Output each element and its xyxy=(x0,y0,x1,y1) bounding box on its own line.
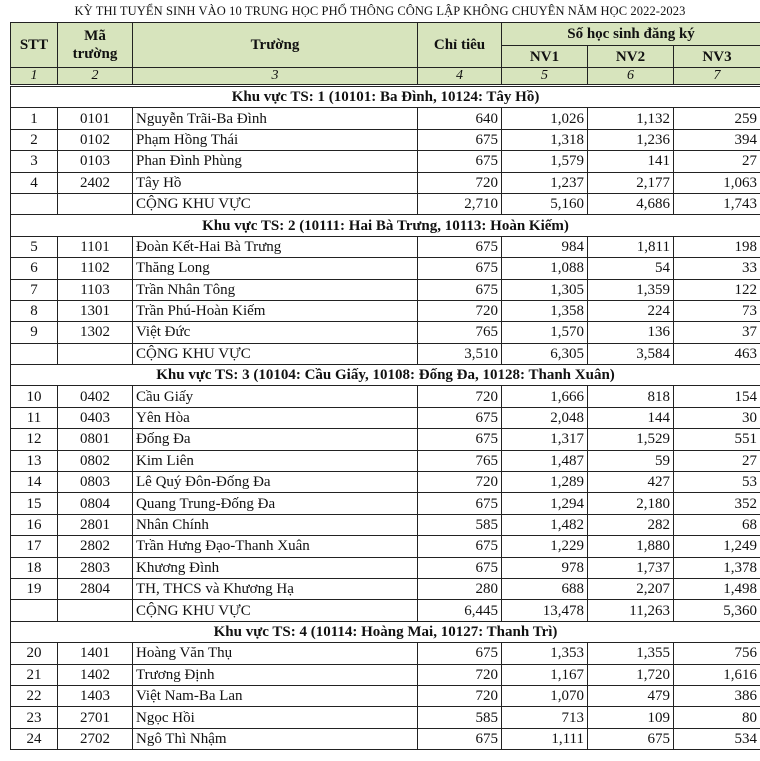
cell-nv3: 80 xyxy=(674,707,760,728)
cell-nv1: 1,237 xyxy=(502,172,588,193)
region-header-row xyxy=(11,86,760,108)
cell-school-name: Thăng Long xyxy=(133,258,418,279)
cell-nv1: 1,111 xyxy=(502,728,588,749)
cell-nv1: 2,048 xyxy=(502,407,588,428)
cell-nv3: 1,498 xyxy=(674,578,760,599)
cell-quota: 720 xyxy=(418,300,502,321)
cell-school-code: 0403 xyxy=(58,407,133,428)
cell-school-code: 0103 xyxy=(58,151,133,172)
cell-quota: 280 xyxy=(418,578,502,599)
cell-stt: 8 xyxy=(11,300,58,321)
cell-quota: 675 xyxy=(418,279,502,300)
cell-school-code: 1103 xyxy=(58,279,133,300)
cell-quota: 720 xyxy=(418,172,502,193)
cell-nv3: 1,616 xyxy=(674,664,760,685)
cell-empty xyxy=(11,193,58,214)
cell-empty xyxy=(11,600,58,621)
cell-stt: 6 xyxy=(11,258,58,279)
cell-nv2: 818 xyxy=(588,386,674,407)
cell-school-code: 1301 xyxy=(58,300,133,321)
cell-nv3: 122 xyxy=(674,279,760,300)
cell-total-nv2: 11,263 xyxy=(588,600,674,621)
cell-nv2: 109 xyxy=(588,707,674,728)
cell-total-chi: 6,445 xyxy=(418,600,502,621)
cell-nv3: 154 xyxy=(674,386,760,407)
table-row xyxy=(11,472,760,493)
cell-school-name: Đoàn Kết-Hai Bà Trưng xyxy=(133,236,418,257)
cell-school-name: Cầu Giấy xyxy=(133,386,418,407)
column-index: 3 xyxy=(133,68,418,86)
cell-school-name: Trần Nhân Tông xyxy=(133,279,418,300)
cell-school-name: Nguyễn Trãi-Ba Đình xyxy=(133,108,418,129)
cell-nv1: 1,070 xyxy=(502,685,588,706)
table-row xyxy=(11,685,760,706)
cell-school-name: Phan Đình Phùng xyxy=(133,151,418,172)
cell-school-name: Ngọc Hồi xyxy=(133,707,418,728)
cell-stt: 22 xyxy=(11,685,58,706)
cell-nv3: 394 xyxy=(674,129,760,150)
table-row xyxy=(11,578,760,599)
region-header-row xyxy=(11,365,760,386)
cell-nv2: 1,236 xyxy=(588,129,674,150)
cell-nv1: 1,317 xyxy=(502,429,588,450)
cell-total-nv3: 5,360 xyxy=(674,600,760,621)
cell-nv2: 479 xyxy=(588,685,674,706)
cell-school-code: 0802 xyxy=(58,450,133,471)
table-row xyxy=(11,300,760,321)
region-total-row xyxy=(11,343,760,364)
cell-stt: 4 xyxy=(11,172,58,193)
cell-nv3: 386 xyxy=(674,685,760,706)
cell-stt: 3 xyxy=(11,151,58,172)
cell-total-nv1: 6,305 xyxy=(502,343,588,364)
region-title: Khu vực TS: 2 (10111: Hai Bà Trưng, 10113: Hoàn Kiếm) xyxy=(11,215,760,236)
cell-nv1: 978 xyxy=(502,557,588,578)
region-title: Khu vực TS: 4 (10114: Hoàng Mai, 10127: Thanh Trì) xyxy=(11,621,760,642)
cell-nv3: 1,063 xyxy=(674,172,760,193)
cell-nv3: 73 xyxy=(674,300,760,321)
column-index: 2 xyxy=(58,68,133,86)
cell-nv1: 1,487 xyxy=(502,450,588,471)
cell-nv2: 2,207 xyxy=(588,578,674,599)
cell-school-name: Khương Đình xyxy=(133,557,418,578)
cell-nv1: 1,570 xyxy=(502,322,588,343)
cell-nv2: 1,737 xyxy=(588,557,674,578)
cell-stt: 10 xyxy=(11,386,58,407)
cell-nv3: 37 xyxy=(674,322,760,343)
cell-stt: 9 xyxy=(11,322,58,343)
cell-nv2: 59 xyxy=(588,450,674,471)
cell-nv1: 1,026 xyxy=(502,108,588,129)
cell-school-name: Trần Hưng Đạo-Thanh Xuân xyxy=(133,536,418,557)
cell-stt: 1 xyxy=(11,108,58,129)
header-school: Trường xyxy=(133,23,418,68)
table-row xyxy=(11,536,760,557)
table-row xyxy=(11,108,760,129)
cell-nv1: 713 xyxy=(502,707,588,728)
cell-school-name: Phạm Hồng Thái xyxy=(133,129,418,150)
cell-stt: 5 xyxy=(11,236,58,257)
table-row xyxy=(11,236,760,257)
table-row xyxy=(11,450,760,471)
header-nv3: NV3 xyxy=(674,46,760,68)
cell-nv2: 282 xyxy=(588,514,674,535)
cell-total-nv2: 3,584 xyxy=(588,343,674,364)
cell-school-name: Việt Đức xyxy=(133,322,418,343)
cell-school-name: Ngô Thì Nhậm xyxy=(133,728,418,749)
cell-nv2: 1,811 xyxy=(588,236,674,257)
cell-nv3: 30 xyxy=(674,407,760,428)
cell-quota: 585 xyxy=(418,514,502,535)
cell-quota: 765 xyxy=(418,450,502,471)
cell-school-name: Lê Quý Đôn-Đống Đa xyxy=(133,472,418,493)
cell-nv2: 1,529 xyxy=(588,429,674,450)
header-registered-students: Số học sinh đăng ký xyxy=(502,23,760,46)
cell-nv3: 756 xyxy=(674,643,760,664)
cell-school-name: Việt Nam-Ba Lan xyxy=(133,685,418,706)
cell-stt: 20 xyxy=(11,643,58,664)
region-total-row xyxy=(11,193,760,214)
cell-nv2: 427 xyxy=(588,472,674,493)
cell-quota: 675 xyxy=(418,728,502,749)
registration-table xyxy=(10,22,760,750)
cell-empty xyxy=(58,343,133,364)
column-index: 6 xyxy=(588,68,674,86)
cell-stt: 16 xyxy=(11,514,58,535)
cell-nv2: 224 xyxy=(588,300,674,321)
cell-school-name: Nhân Chính xyxy=(133,514,418,535)
table-row xyxy=(11,728,760,749)
table-row xyxy=(11,129,760,150)
cell-nv3: 27 xyxy=(674,450,760,471)
table-row xyxy=(11,643,760,664)
table-row xyxy=(11,557,760,578)
cell-total-nv1: 13,478 xyxy=(502,600,588,621)
cell-nv2: 1,880 xyxy=(588,536,674,557)
cell-nv1: 1,353 xyxy=(502,643,588,664)
cell-total-nv1: 5,160 xyxy=(502,193,588,214)
cell-nv2: 1,359 xyxy=(588,279,674,300)
cell-nv2: 136 xyxy=(588,322,674,343)
cell-quota: 675 xyxy=(418,493,502,514)
cell-nv1: 1,088 xyxy=(502,258,588,279)
cell-nv3: 198 xyxy=(674,236,760,257)
cell-quota: 675 xyxy=(418,643,502,664)
cell-stt: 13 xyxy=(11,450,58,471)
header-quota: Chỉ tiêu xyxy=(418,23,502,68)
cell-school-code: 0101 xyxy=(58,108,133,129)
cell-school-code: 2803 xyxy=(58,557,133,578)
table-row xyxy=(11,429,760,450)
column-index: 7 xyxy=(674,68,760,86)
cell-school-code: 0804 xyxy=(58,493,133,514)
cell-nv2: 1,720 xyxy=(588,664,674,685)
cell-school-code: 2801 xyxy=(58,514,133,535)
cell-nv1: 1,167 xyxy=(502,664,588,685)
header-school-code: Mã trường xyxy=(58,23,133,68)
cell-nv3: 534 xyxy=(674,728,760,749)
cell-nv2: 2,177 xyxy=(588,172,674,193)
cell-nv1: 1,305 xyxy=(502,279,588,300)
cell-school-code: 0102 xyxy=(58,129,133,150)
column-index: 5 xyxy=(502,68,588,86)
cell-total-nv3: 463 xyxy=(674,343,760,364)
column-index: 1 xyxy=(11,68,58,86)
cell-nv1: 1,666 xyxy=(502,386,588,407)
table-row xyxy=(11,664,760,685)
cell-nv3: 1,249 xyxy=(674,536,760,557)
cell-stt: 24 xyxy=(11,728,58,749)
cell-stt: 19 xyxy=(11,578,58,599)
cell-nv3: 259 xyxy=(674,108,760,129)
cell-total-label: CỘNG KHU VỰC xyxy=(133,343,418,364)
cell-school-name: Kim Liên xyxy=(133,450,418,471)
table-row xyxy=(11,279,760,300)
cell-quota: 675 xyxy=(418,129,502,150)
cell-school-name: TH, THCS và Khương Hạ xyxy=(133,578,418,599)
table-row xyxy=(11,258,760,279)
cell-school-code: 1402 xyxy=(58,664,133,685)
region-header-row xyxy=(11,621,760,642)
cell-school-code: 1403 xyxy=(58,685,133,706)
cell-stt: 11 xyxy=(11,407,58,428)
cell-nv1: 688 xyxy=(502,578,588,599)
cell-quota: 720 xyxy=(418,386,502,407)
cell-quota: 720 xyxy=(418,664,502,685)
cell-school-code: 1401 xyxy=(58,643,133,664)
cell-quota: 765 xyxy=(418,322,502,343)
cell-school-code: 0803 xyxy=(58,472,133,493)
cell-nv2: 1,132 xyxy=(588,108,674,129)
cell-total-nv2: 4,686 xyxy=(588,193,674,214)
cell-school-code: 2701 xyxy=(58,707,133,728)
region-title: Khu vực TS: 3 (10104: Cầu Giấy, 10108: Đống Đa, 10128: Thanh Xuân) xyxy=(11,365,760,386)
cell-school-code: 2402 xyxy=(58,172,133,193)
cell-stt: 12 xyxy=(11,429,58,450)
header-stt: STT xyxy=(11,23,58,68)
cell-school-code: 1102 xyxy=(58,258,133,279)
region-total-row xyxy=(11,600,760,621)
cell-empty xyxy=(11,343,58,364)
cell-quota: 720 xyxy=(418,685,502,706)
table-row xyxy=(11,514,760,535)
cell-quota: 585 xyxy=(418,707,502,728)
cell-nv3: 352 xyxy=(674,493,760,514)
cell-empty xyxy=(58,193,133,214)
cell-nv1: 984 xyxy=(502,236,588,257)
cell-nv2: 141 xyxy=(588,151,674,172)
cell-quota: 675 xyxy=(418,536,502,557)
cell-stt: 14 xyxy=(11,472,58,493)
cell-empty xyxy=(58,600,133,621)
cell-total-label: CỘNG KHU VỰC xyxy=(133,193,418,214)
cell-school-code: 2804 xyxy=(58,578,133,599)
cell-quota: 675 xyxy=(418,407,502,428)
region-header-row xyxy=(11,215,760,236)
header-nv2: NV2 xyxy=(588,46,674,68)
cell-school-name: Quang Trung-Đống Đa xyxy=(133,493,418,514)
cell-school-code: 0801 xyxy=(58,429,133,450)
cell-total-nv3: 1,743 xyxy=(674,193,760,214)
region-title: Khu vực TS: 1 (10101: Ba Đình, 10124: Tây Hồ) xyxy=(11,86,760,108)
cell-quota: 675 xyxy=(418,557,502,578)
cell-nv1: 1,482 xyxy=(502,514,588,535)
cell-nv3: 68 xyxy=(674,514,760,535)
cell-nv1: 1,294 xyxy=(502,493,588,514)
table-row xyxy=(11,407,760,428)
cell-stt: 18 xyxy=(11,557,58,578)
table-row xyxy=(11,707,760,728)
cell-quota: 675 xyxy=(418,236,502,257)
cell-nv1: 1,318 xyxy=(502,129,588,150)
cell-total-label: CỘNG KHU VỰC xyxy=(133,600,418,621)
table-row xyxy=(11,386,760,407)
cell-stt: 17 xyxy=(11,536,58,557)
cell-nv2: 1,355 xyxy=(588,643,674,664)
cell-stt: 23 xyxy=(11,707,58,728)
cell-nv2: 2,180 xyxy=(588,493,674,514)
cell-total-chi: 3,510 xyxy=(418,343,502,364)
table-row xyxy=(11,322,760,343)
cell-quota: 675 xyxy=(418,429,502,450)
cell-stt: 7 xyxy=(11,279,58,300)
cell-nv2: 54 xyxy=(588,258,674,279)
cell-school-code: 1101 xyxy=(58,236,133,257)
cell-school-name: Trần Phú-Hoàn Kiếm xyxy=(133,300,418,321)
document-title: KỲ THI TUYỂN SINH VÀO 10 TRUNG HỌC PHỔ THÔNG CÔNG LẬP KHÔNG CHUYÊN NĂM HỌC 2022-2023 xyxy=(74,4,686,18)
cell-nv2: 144 xyxy=(588,407,674,428)
cell-school-code: 1302 xyxy=(58,322,133,343)
cell-nv2: 675 xyxy=(588,728,674,749)
cell-nv3: 27 xyxy=(674,151,760,172)
cell-school-name: Trương Định xyxy=(133,664,418,685)
cell-nv1: 1,289 xyxy=(502,472,588,493)
table-row xyxy=(11,493,760,514)
cell-stt: 21 xyxy=(11,664,58,685)
cell-school-code: 2702 xyxy=(58,728,133,749)
cell-nv3: 1,378 xyxy=(674,557,760,578)
cell-nv1: 1,229 xyxy=(502,536,588,557)
cell-school-code: 0402 xyxy=(58,386,133,407)
cell-stt: 15 xyxy=(11,493,58,514)
table-body xyxy=(11,86,760,750)
header-nv1: NV1 xyxy=(502,46,588,68)
cell-stt: 2 xyxy=(11,129,58,150)
cell-school-name: Tây Hồ xyxy=(133,172,418,193)
cell-quota: 675 xyxy=(418,258,502,279)
cell-nv1: 1,358 xyxy=(502,300,588,321)
column-index: 4 xyxy=(418,68,502,86)
cell-school-name: Đống Đa xyxy=(133,429,418,450)
cell-quota: 675 xyxy=(418,151,502,172)
table-row xyxy=(11,172,760,193)
cell-school-code: 2802 xyxy=(58,536,133,557)
table-row xyxy=(11,151,760,172)
cell-nv3: 53 xyxy=(674,472,760,493)
cell-school-name: Hoàng Văn Thụ xyxy=(133,643,418,664)
cell-nv3: 33 xyxy=(674,258,760,279)
cell-quota: 640 xyxy=(418,108,502,129)
cell-quota: 720 xyxy=(418,472,502,493)
cell-total-chi: 2,710 xyxy=(418,193,502,214)
cell-nv3: 551 xyxy=(674,429,760,450)
cell-nv1: 1,579 xyxy=(502,151,588,172)
cell-school-name: Yên Hòa xyxy=(133,407,418,428)
